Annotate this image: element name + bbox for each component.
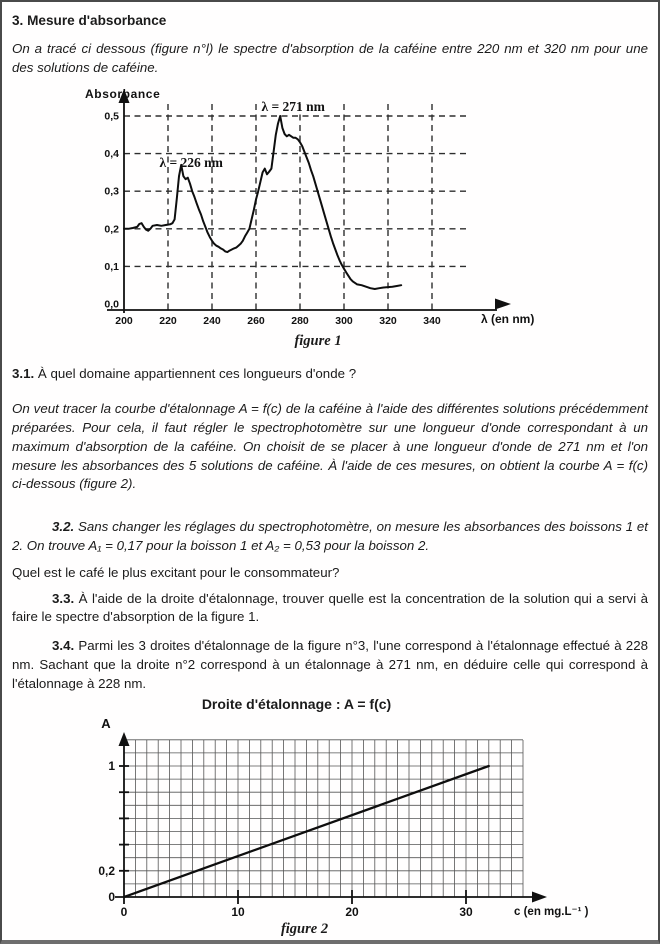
question-3-1 bbox=[12, 365, 648, 384]
calibration-chart bbox=[77, 716, 602, 921]
svg-text:30: 30 bbox=[459, 904, 473, 919]
svg-text:0,2: 0,2 bbox=[104, 223, 119, 236]
svg-text:0,5: 0,5 bbox=[104, 110, 119, 123]
svg-text:λ = 226 nm: λ = 226 nm bbox=[159, 155, 223, 171]
svg-text:260: 260 bbox=[247, 315, 265, 328]
svg-text:0,3: 0,3 bbox=[104, 186, 119, 199]
svg-text:20: 20 bbox=[345, 904, 359, 919]
question-number: 3.1. bbox=[12, 366, 35, 382]
svg-text:0: 0 bbox=[108, 889, 115, 904]
question-number: 3.3. bbox=[52, 590, 75, 606]
figure1-caption: figure 1 bbox=[294, 333, 342, 350]
question-3-4 bbox=[12, 637, 648, 693]
svg-text:220: 220 bbox=[159, 315, 177, 328]
question-text: Sans changer les réglages du spectrophotomètre, on mesure les absorbances des boissons 1 et 2. On trouve A₁ = 0,17 pour la boisson 1 et A₂ = 0,53 pour la boisson 2. bbox=[12, 519, 648, 553]
intro-paragraph: On a tracé ci dessous (figure n°l) le spectre d'absorption de la caféine entre 220 nm et 320 nm pour une des solutions de caféine. bbox=[12, 40, 648, 75]
svg-text:λ = 271 nm: λ = 271 nm bbox=[261, 99, 325, 115]
question-3-2 bbox=[12, 518, 648, 556]
absorbance-figure bbox=[77, 87, 577, 332]
question-text: À l'aide de la droite d'étalonnage, trouver quelle est la concentration de la solution qui a servi à faire le spectre d'absorption de la figure 1. bbox=[12, 590, 648, 625]
svg-text:1: 1 bbox=[108, 758, 115, 773]
svg-text:0,2: 0,2 bbox=[98, 863, 115, 878]
svg-text:λ (en nm): λ (en nm) bbox=[481, 312, 535, 327]
question-3-3 bbox=[12, 590, 648, 628]
svg-text:10: 10 bbox=[231, 904, 245, 919]
svg-text:0: 0 bbox=[120, 904, 128, 919]
figure2-caption: figure 2 bbox=[280, 920, 329, 937]
svg-text:A: A bbox=[101, 715, 111, 731]
svg-text:0,1: 0,1 bbox=[104, 261, 119, 274]
svg-text:200: 200 bbox=[115, 315, 133, 328]
svg-text:280: 280 bbox=[291, 315, 309, 328]
svg-text:240: 240 bbox=[203, 315, 221, 328]
svg-text:300: 300 bbox=[335, 315, 353, 328]
etalonnage-paragraph: On veut tracer la courbe d'étalonnage A = f(c) de la caféine à l'aide des différentes solutions précédemment préparées. Pour cela, il faut régler le spectrophotomètre sur une longueur d'onde correspondant à un maximum d'absorption de la caféine. On choisit de se placer à une longueur d'onde de 271 nm et l'on mesure les absorbances des 5 solutions de caféine. À l'aide de ces mesures, on obtient la courbe A = f(c) ci-dessous (figure 2). bbox=[12, 401, 648, 492]
svg-text:0,0: 0,0 bbox=[104, 298, 119, 311]
calibration-title: Droite d'étalonnage : A = f(c) bbox=[201, 695, 392, 712]
calibration-figure bbox=[77, 716, 602, 921]
question-number: 3.2. bbox=[52, 519, 75, 535]
svg-text:c (en mg.L⁻¹ ): c (en mg.L⁻¹ ) bbox=[514, 905, 589, 918]
svg-text:340: 340 bbox=[423, 315, 441, 328]
question-text: Parmi les 3 droites d'étalonnage de la figure n°3, l'une correspond à l'étalonnage effectué à 228 nm. Sachant que la droite n°2 correspond à un étalonnage à 271 nm, en déduire celle qui correspond à l'étalonnage à 228 nm. bbox=[12, 638, 648, 691]
svg-text:Absorbance: Absorbance bbox=[85, 87, 161, 102]
absorbance-chart bbox=[77, 87, 577, 332]
svg-text:0,4: 0,4 bbox=[104, 148, 119, 161]
question-number: 3.4. bbox=[52, 638, 75, 654]
svg-text:320: 320 bbox=[379, 315, 397, 328]
question-3-2-followup: Quel est le café le plus excitant pour le consommateur? bbox=[12, 564, 340, 580]
section-heading: 3. Mesure d'absorbance bbox=[12, 13, 167, 28]
question-text: À quel domaine appartiennent ces longueurs d'onde ? bbox=[34, 366, 357, 382]
